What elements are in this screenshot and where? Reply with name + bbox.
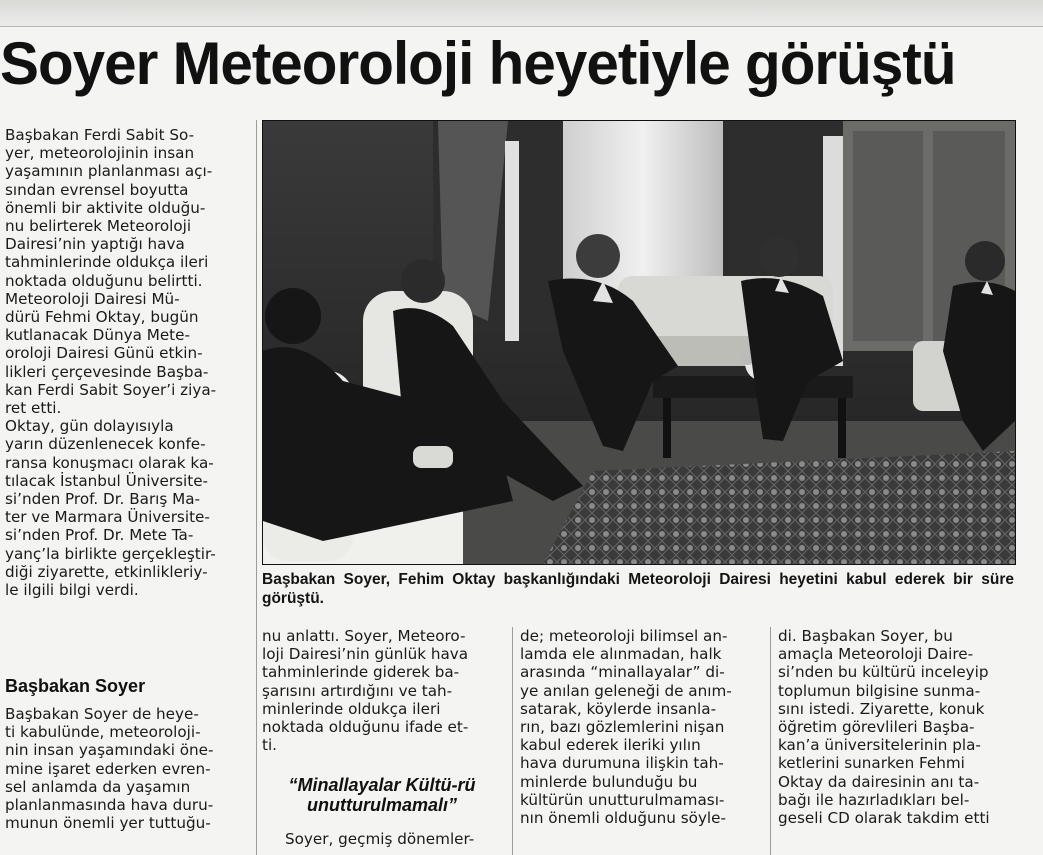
photo-caption: Başbakan Soyer, Fehim Oktay başkanlığındaki Meteoroloji Dairesi heyetini kabul ederek bir süre görüştü. (262, 571, 1014, 607)
article-line: loji Dairesi’nin günlük hava (262, 645, 469, 664)
article-column-2 (262, 627, 502, 754)
article-line: kan’a üniversitelerinin pla- (778, 736, 981, 755)
article-line: dürü Fehmi Oktay, bugün (5, 308, 199, 327)
article-line: ti kabulünde, meteoroloji- (5, 723, 201, 742)
article-line: hava durumuna ilişkin tah- (520, 754, 724, 773)
article-line: de; meteoroloji bilimsel an- (520, 627, 728, 645)
meeting-photo (263, 121, 1015, 564)
article-line: nın önemli olduğunu söyle- (520, 809, 726, 828)
article-line: bağı ile hazırladıkları bel- (778, 790, 970, 809)
article-line: sından evrensel boyutta (5, 180, 189, 199)
article-line: diği ziyarette, etkinlikleriy- (5, 562, 208, 581)
article-line: kutlanacak Dünya Mete- (5, 326, 190, 345)
article-line: lamda ele alınmadan, halk (520, 645, 722, 664)
article-line: kan Ferdi Sabit Soyer’i ziya- (5, 380, 217, 399)
article-line: rın, bazı gözlemlerini nişan (520, 718, 725, 737)
article-line: si’nden bu kültürü inceleyip (778, 663, 989, 682)
article-line: Dairesi’nin yaptığı hava (5, 235, 185, 254)
article-line: satarak, köylerde insanla- (520, 699, 717, 718)
article-line: si’nden Prof. Dr. Mete Ta- (5, 526, 194, 545)
article-line: önemli bir aktivite olduğu- (5, 198, 206, 217)
column-rule (770, 627, 771, 855)
article-column-2-continued (285, 830, 505, 848)
headline: Soyer Meteoroloji heyetiyle görüştü (0, 30, 956, 97)
article-line: Başbakan Ferdi Sabit So- (5, 126, 195, 144)
column-rule (512, 627, 513, 855)
article-line: ransa konuşmacı olarak ka- (5, 453, 214, 472)
article-line: ter ve Marmara Üniversite- (5, 508, 210, 527)
article-line: Oktay da dairesinin anı ta- (778, 772, 980, 791)
article-line: arasında “minallayalar” di- (520, 663, 725, 682)
article-column-3 (520, 627, 760, 827)
article-line: tahminlerinde oldukça ileri (5, 253, 209, 272)
article-line: nu anlattı. Soyer, Meteoro- (262, 627, 466, 645)
article-column-1 (5, 126, 250, 599)
article-line: le ilgili bilgi verdi. (5, 581, 139, 600)
article-line: si’nden Prof. Dr. Barış Ma- (5, 490, 201, 509)
article-line: mine işaret ederken evren- (5, 759, 211, 778)
article-line: minlerde bulunduğu bu (520, 772, 698, 791)
article-line: şarısını artırdığını ve tah- (262, 681, 453, 700)
quote-subheading-line: “Minallayalar Kültü- (288, 775, 458, 795)
article-line: planlanmasında hava duru- (5, 796, 214, 815)
article-line: ti. (262, 736, 278, 755)
article-line: Başbakan Soyer de heye- (5, 705, 199, 723)
article-line: yarın düzenlenecek konfe- (5, 435, 206, 454)
article-line: tahminlerinde giderek ba- (262, 663, 460, 682)
article-line: minlerinde oldukça ileri (262, 699, 441, 718)
article-line: tılacak İstanbul Üniversite- (5, 471, 209, 490)
article-line: sel anlamda da yaşamın (5, 777, 191, 796)
article-line: yer, meteorolojinin insan (5, 144, 195, 163)
article-line: noktada olduğunu ifade et- (262, 718, 469, 737)
article-line: ketlerini sunarken Fehmi (778, 754, 965, 773)
column-rule (256, 120, 257, 855)
article-line: ye anılan geleneği de anım- (520, 681, 732, 700)
article-column-4 (778, 627, 1018, 827)
article-line: sını istedi. Ziyarette, konuk (778, 699, 985, 718)
article-line: oroloji Dairesi Günü etkin- (5, 344, 203, 363)
article-line: noktada olduğunu belirtti. (5, 271, 203, 290)
article-line: kabul ederek ileriki yılın (520, 736, 701, 755)
article-line: öğretim görevlileri Başba- (778, 718, 975, 737)
article-line: Oktay, gün dolayısıyla (5, 417, 174, 436)
article-line: kültürün unutturulmaması- (520, 790, 725, 809)
quote-subheading (262, 775, 502, 815)
article-line: nu belirterek Meteoroloji (5, 217, 192, 236)
article-line: yanç’la birlikte gerçekleştir- (5, 544, 216, 563)
subheading: Başbakan Soyer (5, 676, 146, 696)
article-line: amaçla Meteoroloji Daire- (778, 645, 974, 664)
article-line: nin insan yaşamındaki öne- (5, 741, 214, 760)
article-column-1-continued (5, 705, 250, 832)
article-line: likleri çerçevesinde Başba- (5, 362, 209, 381)
article-line: geseli CD olarak takdim etti (778, 809, 990, 828)
article-line: Meteoroloji Dairesi Mü- (5, 289, 180, 308)
article-line: di. Başbakan Soyer, bu (778, 627, 953, 645)
article-line: yaşamının planlanması açı- (5, 162, 213, 181)
quote-subheading-line: rü unutturulmamalı” (306, 775, 476, 815)
news-photo (262, 120, 1016, 565)
article-line: toplumun bilgisine sunma- (778, 681, 981, 700)
article-line: munun önemli yer tuttuğu- (5, 814, 211, 833)
article-line: ret etti. (5, 399, 62, 418)
article-line: Soyer, geçmiş dönemler- (285, 830, 475, 848)
